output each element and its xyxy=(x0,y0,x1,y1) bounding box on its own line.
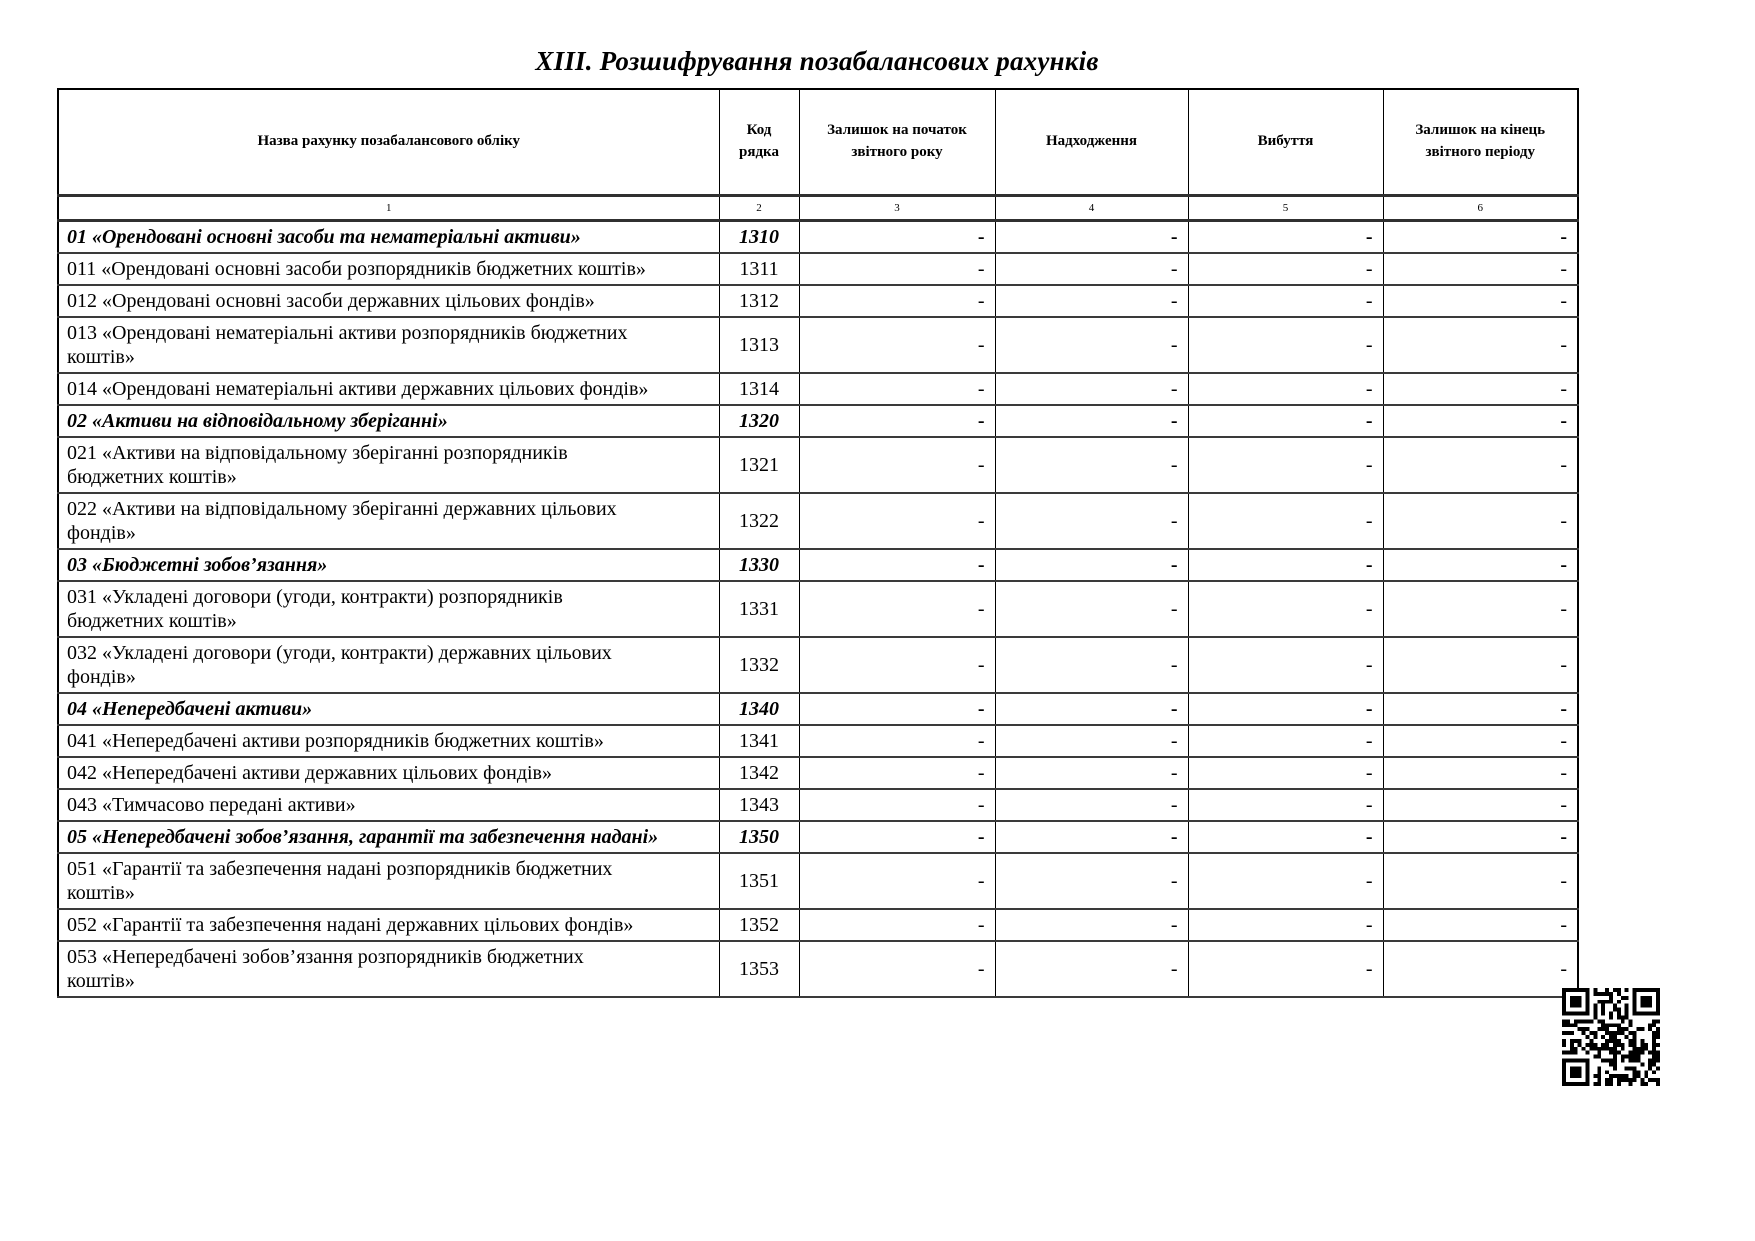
table-row xyxy=(58,405,1578,437)
column-header-account-name: Назва рахунку позабалансового обліку xyxy=(58,89,719,196)
table-row xyxy=(58,909,1578,941)
value-cell: - xyxy=(1383,909,1578,941)
row-code: 1330 xyxy=(719,549,799,581)
value-cell: - xyxy=(995,285,1188,317)
table-row xyxy=(58,437,1578,493)
value-cell: - xyxy=(995,789,1188,821)
value-cell: - xyxy=(1383,853,1578,909)
value-cell: - xyxy=(799,757,995,789)
value-cell: - xyxy=(1188,909,1383,941)
row-code: 1312 xyxy=(719,285,799,317)
value-cell: - xyxy=(1188,637,1383,693)
account-name: 052 «Гарантії та забезпечення надані державних цільових фондів» xyxy=(58,909,719,941)
row-code: 1320 xyxy=(719,405,799,437)
account-name: 012 «Орендовані основні засоби державних цільових фондів» xyxy=(58,285,719,317)
column-header-opening-balance: Залишок на початок звітного року xyxy=(799,89,995,196)
table-row xyxy=(58,317,1578,373)
account-name: 03 «Бюджетні зобов’язання» xyxy=(58,549,719,581)
value-cell: - xyxy=(1383,437,1578,493)
row-code: 1342 xyxy=(719,757,799,789)
value-cell: - xyxy=(1188,405,1383,437)
account-name: 011 «Орендовані основні засоби розпорядників бюджетних коштів» xyxy=(58,253,719,285)
table-row xyxy=(58,493,1578,549)
qr-code xyxy=(1562,988,1660,1086)
value-cell: - xyxy=(799,437,995,493)
row-code: 1322 xyxy=(719,493,799,549)
account-name: 013 «Орендовані нематеріальні активи розпорядників бюджетних коштів» xyxy=(58,317,719,373)
row-code: 1321 xyxy=(719,437,799,493)
row-code: 1341 xyxy=(719,725,799,757)
row-code: 1332 xyxy=(719,637,799,693)
value-cell: - xyxy=(995,821,1188,853)
value-cell: - xyxy=(995,317,1188,373)
value-cell: - xyxy=(799,853,995,909)
value-cell: - xyxy=(1188,373,1383,405)
value-cell: - xyxy=(799,221,995,254)
off-balance-accounts-table xyxy=(57,88,1579,998)
value-cell: - xyxy=(1188,757,1383,789)
value-cell: - xyxy=(1188,437,1383,493)
row-code: 1313 xyxy=(719,317,799,373)
value-cell: - xyxy=(1383,941,1578,997)
page-title: XIII. Розшифрування позабалансових рахунків xyxy=(535,46,1099,76)
account-name: 031 «Укладені договори (угоди, контракти) розпорядників бюджетних коштів» xyxy=(58,581,719,637)
value-cell: - xyxy=(799,549,995,581)
account-name: 05 «Непередбачені зобов’язання, гарантії та забезпечення надані» xyxy=(58,821,719,853)
account-name: 053 «Непередбачені зобов’язання розпорядників бюджетних коштів» xyxy=(58,941,719,997)
table-row xyxy=(58,941,1578,997)
column-header-disposals: Вибуття xyxy=(1188,89,1383,196)
value-cell: - xyxy=(995,253,1188,285)
row-code: 1340 xyxy=(719,693,799,725)
account-name: 041 «Непередбачені активи розпорядників бюджетних коштів» xyxy=(58,725,719,757)
value-cell: - xyxy=(799,821,995,853)
value-cell: - xyxy=(1383,405,1578,437)
column-header-receipts: Надходження xyxy=(995,89,1188,196)
table-row xyxy=(58,285,1578,317)
table-body xyxy=(58,221,1578,998)
account-name: 01 «Орендовані основні засоби та нематеріальні активи» xyxy=(58,221,719,254)
value-cell: - xyxy=(995,581,1188,637)
row-code: 1311 xyxy=(719,253,799,285)
column-number: 2 xyxy=(719,196,799,221)
account-name: 02 «Активи на відповідальному зберіганні» xyxy=(58,405,719,437)
value-cell: - xyxy=(799,789,995,821)
table-row xyxy=(58,821,1578,853)
value-cell: - xyxy=(799,693,995,725)
value-cell: - xyxy=(1188,725,1383,757)
account-name: 04 «Непередбачені активи» xyxy=(58,693,719,725)
account-name: 021 «Активи на відповідальному зберіганні розпорядників бюджетних коштів» xyxy=(58,437,719,493)
value-cell: - xyxy=(1188,549,1383,581)
value-cell: - xyxy=(1383,221,1578,254)
value-cell: - xyxy=(995,493,1188,549)
value-cell: - xyxy=(995,373,1188,405)
column-number: 1 xyxy=(58,196,719,221)
value-cell: - xyxy=(995,405,1188,437)
value-cell: - xyxy=(1188,853,1383,909)
table-row xyxy=(58,549,1578,581)
value-cell: - xyxy=(995,757,1188,789)
value-cell: - xyxy=(995,221,1188,254)
value-cell: - xyxy=(1383,821,1578,853)
value-cell: - xyxy=(1383,285,1578,317)
value-cell: - xyxy=(799,493,995,549)
value-cell: - xyxy=(995,549,1188,581)
value-cell: - xyxy=(1188,693,1383,725)
value-cell: - xyxy=(1188,493,1383,549)
column-number-row xyxy=(58,196,1578,221)
value-cell: - xyxy=(995,909,1188,941)
value-cell: - xyxy=(995,725,1188,757)
table-row xyxy=(58,637,1578,693)
value-cell: - xyxy=(1188,821,1383,853)
value-cell: - xyxy=(799,909,995,941)
value-cell: - xyxy=(995,941,1188,997)
value-cell: - xyxy=(1383,493,1578,549)
value-cell: - xyxy=(799,941,995,997)
value-cell: - xyxy=(1383,317,1578,373)
table-row xyxy=(58,253,1578,285)
value-cell: - xyxy=(1188,285,1383,317)
value-cell: - xyxy=(799,405,995,437)
column-header-closing-balance: Залишок на кінець звітного періоду xyxy=(1383,89,1578,196)
value-cell: - xyxy=(1188,253,1383,285)
value-cell: - xyxy=(1383,373,1578,405)
header-row xyxy=(58,89,1578,196)
account-name: 042 «Непередбачені активи державних цільових фондів» xyxy=(58,757,719,789)
table-row xyxy=(58,725,1578,757)
value-cell: - xyxy=(1188,317,1383,373)
row-code: 1331 xyxy=(719,581,799,637)
value-cell: - xyxy=(1383,581,1578,637)
value-cell: - xyxy=(1383,549,1578,581)
row-code: 1350 xyxy=(719,821,799,853)
value-cell: - xyxy=(1383,637,1578,693)
value-cell: - xyxy=(1188,581,1383,637)
row-code: 1352 xyxy=(719,909,799,941)
column-number: 3 xyxy=(799,196,995,221)
value-cell: - xyxy=(799,285,995,317)
value-cell: - xyxy=(799,725,995,757)
table-row xyxy=(58,581,1578,637)
account-name: 014 «Орендовані нематеріальні активи державних цільових фондів» xyxy=(58,373,719,405)
row-code: 1310 xyxy=(719,221,799,254)
column-header-row-code: Код рядка xyxy=(719,89,799,196)
value-cell: - xyxy=(799,317,995,373)
value-cell: - xyxy=(799,253,995,285)
value-cell: - xyxy=(995,437,1188,493)
account-name: 032 «Укладені договори (угоди, контракти) державних цільових фондів» xyxy=(58,637,719,693)
value-cell: - xyxy=(1383,725,1578,757)
column-number: 4 xyxy=(995,196,1188,221)
column-number: 5 xyxy=(1188,196,1383,221)
value-cell: - xyxy=(1188,221,1383,254)
account-name: 022 «Активи на відповідальному зберіганні державних цільових фондів» xyxy=(58,493,719,549)
column-number: 6 xyxy=(1383,196,1578,221)
table-row xyxy=(58,757,1578,789)
table-row xyxy=(58,853,1578,909)
value-cell: - xyxy=(799,581,995,637)
value-cell: - xyxy=(1383,789,1578,821)
value-cell: - xyxy=(1383,757,1578,789)
value-cell: - xyxy=(995,637,1188,693)
value-cell: - xyxy=(1188,941,1383,997)
table-row xyxy=(58,221,1578,254)
row-code: 1351 xyxy=(719,853,799,909)
table-row xyxy=(58,789,1578,821)
account-name: 043 «Тимчасово передані активи» xyxy=(58,789,719,821)
value-cell: - xyxy=(1383,253,1578,285)
row-code: 1343 xyxy=(719,789,799,821)
table-row xyxy=(58,693,1578,725)
value-cell: - xyxy=(1188,789,1383,821)
value-cell: - xyxy=(799,637,995,693)
table-row xyxy=(58,373,1578,405)
value-cell: - xyxy=(1383,693,1578,725)
row-code: 1314 xyxy=(719,373,799,405)
value-cell: - xyxy=(799,373,995,405)
account-name: 051 «Гарантії та забезпечення надані розпорядників бюджетних коштів» xyxy=(58,853,719,909)
value-cell: - xyxy=(995,853,1188,909)
row-code: 1353 xyxy=(719,941,799,997)
value-cell: - xyxy=(995,693,1188,725)
